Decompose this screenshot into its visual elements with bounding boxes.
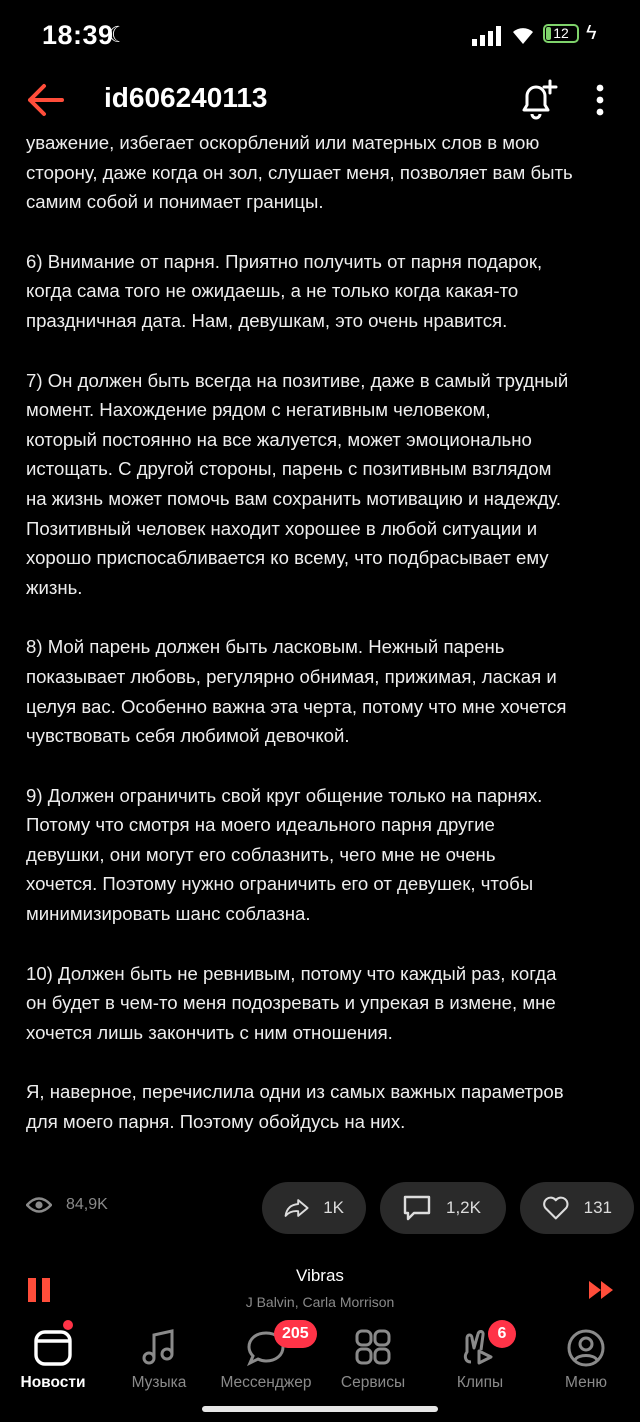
- charging-icon: ϟ: [586, 22, 597, 44]
- nav-label-clips: Клипы: [456, 1374, 504, 1391]
- back-arrow-icon[interactable]: [26, 82, 66, 118]
- nav-label-news: Новости: [20, 1374, 86, 1391]
- moon-icon: ☾: [108, 22, 128, 47]
- messenger-badge: 205: [274, 1320, 317, 1348]
- music-icon: [138, 1328, 180, 1368]
- mini-player[interactable]: [0, 1258, 640, 1314]
- page-title: id606240113: [104, 82, 268, 113]
- nav-label-music: Музыка: [131, 1374, 187, 1391]
- news-unread-dot: [63, 1320, 73, 1330]
- post-body: [26, 128, 626, 1168]
- status-time: 18:39: [42, 20, 114, 50]
- services-icon: [352, 1328, 394, 1368]
- post-paragraph: 10) Должен быть не ревнивым, потому что каждый раз, когда он будет в чем-то меня подозревать и упрекая в измене, мне хочется лишь закончить с ним отношения.: [26, 962, 557, 1043]
- share-icon: [284, 1195, 309, 1221]
- battery-level: 12: [553, 25, 569, 41]
- comment-button[interactable]: [380, 1182, 506, 1234]
- post-paragraph: 7) Он должен быть всегда на позитиве, даже в самый трудный момент. Нахождение рядом с негативным человеком, который постоянно на все жалуется, может эмоционально истощать. С другой стороны, парень с позитивным взглядом на жизнь может помочь вам сохранить мотивацию и надежду. Позитивный человек находит хорошее в любой ситуации и хорошо приспосабливается ко всему, что подбрасывает ему жизнь.: [26, 369, 569, 598]
- more-options-icon[interactable]: [586, 80, 614, 120]
- heart-icon: [542, 1194, 570, 1222]
- nav-label-menu: Меню: [565, 1374, 607, 1391]
- track-title: Vibras: [296, 1266, 344, 1285]
- battery-icon: [543, 24, 579, 43]
- subscribe-bell-icon[interactable]: [518, 78, 558, 120]
- nav-label-messenger: Мессенджер: [220, 1374, 312, 1391]
- nav-label-services: Сервисы: [340, 1374, 406, 1391]
- signal-icon: [472, 26, 502, 46]
- views-counter: [26, 1196, 108, 1214]
- like-button[interactable]: [520, 1182, 634, 1234]
- post-actions: [0, 1180, 640, 1236]
- share-count: 1K: [323, 1198, 344, 1217]
- comment-count: 1,2K: [446, 1198, 481, 1217]
- status-bar: [0, 0, 640, 70]
- clips-badge: 6: [488, 1320, 516, 1348]
- profile-icon: [565, 1328, 607, 1368]
- bottom-nav: [0, 1320, 640, 1400]
- home-indicator[interactable]: [202, 1406, 438, 1412]
- comment-icon: [402, 1194, 432, 1222]
- share-button[interactable]: [262, 1182, 366, 1234]
- post-paragraph: Я, наверное, перечислила одни из самых важных параметров для моего парня. Поэтому обойдусь на них.: [26, 1081, 564, 1133]
- eye-icon: [26, 1196, 52, 1214]
- track-artist: J Balvin, Carla Morrison: [245, 1294, 395, 1310]
- news-icon: [32, 1328, 74, 1368]
- top-bar: [0, 70, 640, 132]
- like-count: 131: [583, 1198, 612, 1217]
- post-paragraph: 8) Мой парень должен быть ласковым. Нежный парень показывает любовь, регулярно обнимая, прижимая, лаская и целуя вас. Особенно важна эта черта, потому что мне хочется чувствовать себя любимой девочкой.: [26, 636, 567, 747]
- next-track-icon[interactable]: [588, 1280, 614, 1300]
- wifi-icon: [510, 24, 536, 46]
- post-paragraph: 9) Должен ограничить свой круг общение только на парнях. Потому что смотря на моего идеального парня другие девушки, они могут его соблазнить, чего мне не очень хочется. Поэтому нужно ограничить его от девушек, чтобы минимизировать шанс соблазна.: [26, 784, 543, 925]
- post-paragraph: уважение, избегает оскорблений или матерных слов в мою сторону, даже когда он зол, слушает меня, позволяет вам быть самим собой и понимает границы.: [26, 132, 573, 213]
- post-paragraph: 6) Внимание от парня. Приятно получить от парня подарок, когда сама того не ожидаешь, а не только когда какая-то праздничная дата. Нам, девушкам, это очень нравится.: [26, 250, 543, 331]
- views-count: 84,9K: [66, 1196, 108, 1213]
